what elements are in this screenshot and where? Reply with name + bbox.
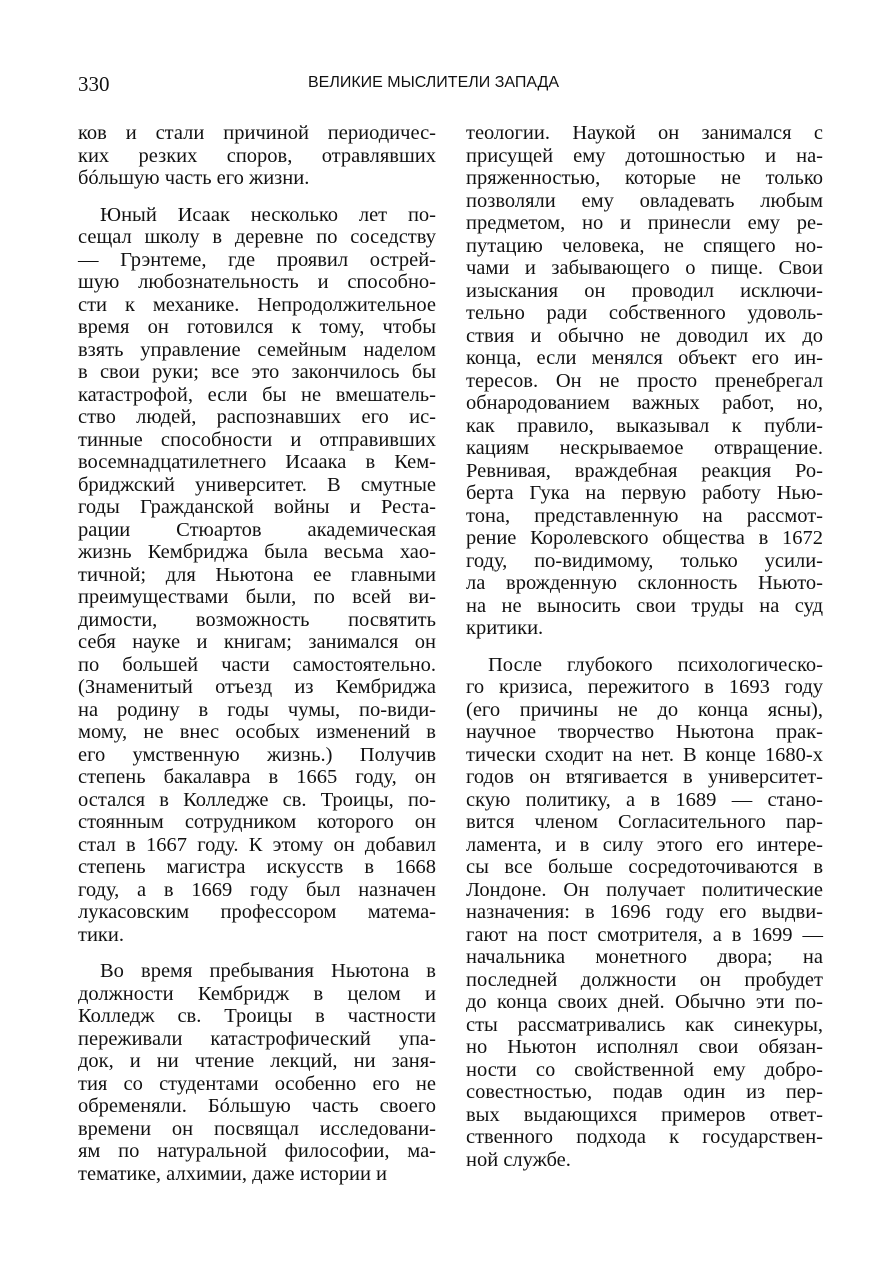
text-line: тически сходит на нет. В конце 1680-х [466,743,823,766]
text-line: ственного подхода к государствен- [466,1126,823,1148]
text-line: обременяли. Бóльшую часть своего [78,1095,436,1117]
text-line: ких резких споров, отравлявших [78,144,436,167]
text-line: скую политику, а в 1689 — стано- [466,788,823,811]
text-line: времени он посвящал исследовани- [78,1117,436,1140]
text-line: годы Гражданской войны и Реста- [78,496,436,518]
text-line: ствия и обычно не доводил их до [466,324,823,347]
text-line: по большей части самостоятельно. [78,653,436,676]
text-line: сти к механике. Непродолжительное [78,293,436,316]
text-line: катастрофой, если бы не вмешатель- [78,383,436,406]
text-line: го кризиса, пережитого в 1693 году [466,676,823,698]
paragraph [466,122,823,640]
text-line: тельно ради собственного удоволь- [466,302,823,324]
text-line: Лондоне. Он получает политические [466,878,823,901]
text-line: мому, не внес особых изменений в [78,721,436,743]
text-line: тересов. Он не просто пренебрегал [466,369,823,392]
page-number: 330 [78,72,110,96]
text-line: присущей ему дотошностью и на- [466,144,823,167]
text-line: лукасовским профессором матема- [78,901,436,923]
text-line: до конца своих дней. Обычно эти по- [466,991,823,1013]
text-line: ство людей, распознавших его ис- [78,406,436,428]
text-line: должности Кембридж в целом и [78,982,436,1005]
text-line: предметом, но и принесли ему ре- [466,212,823,234]
paragraph [78,960,436,1185]
text-line: гают на пост смотрителя, а в 1699 — [466,923,823,946]
text-line: (Знаменитый отъезд из Кембриджа [78,676,436,698]
text-line: тики. [78,923,124,946]
text-line: переживали катастрофический упа- [78,1027,436,1050]
text-line: — Грэнтеме, где проявил острей- [78,248,436,271]
text-line: себя науке и книгам; занимался он [78,631,436,653]
text-line: время он готовился к тому, чтобы [78,316,436,338]
text-line: сы все больше сосредоточиваются в [466,856,823,878]
text-line: обнародованием важных работ, но, [466,392,823,414]
text-line: степень магистра искусств в 1668 [78,856,436,878]
text-line: тематике, алхимии, даже истории и [78,1162,388,1185]
text-line: сты рассматривались как синекуры, [466,1013,823,1036]
text-line: тона, представленную на рассмот- [466,504,823,527]
paragraph-gap [78,190,436,204]
text-line: ям по натуральной философии, ма- [78,1140,436,1162]
text-line: Колледж св. Троицы в частности [78,1005,436,1027]
text-line: стал в 1667 году. К этому он добавил [78,833,436,856]
left-column [78,122,436,1185]
text-line: путацию человека, не спящего но- [466,234,823,257]
paragraph-gap [78,946,436,960]
text-line: бриджский университет. В смутные [78,473,436,496]
text-line: вых выдающихся примеров ответ- [466,1103,823,1126]
text-line: позволяли ему овладевать любым [466,189,823,212]
text-line: После глубокого психологическо- [488,653,823,676]
text-line: в свои руки; все это закончилось бы [78,361,436,383]
text-line: теологии. Наукой он занимался с [466,122,823,144]
text-line: году, по-видимому, только усили- [466,549,823,572]
text-line: кациям нескрываемое отвращение. [466,437,823,459]
text-line: рение Королевского общества в 1672 [466,527,823,549]
paragraph [78,204,436,947]
text-line: научное творчество Ньютона прак- [466,721,823,743]
text-line: степень бакалавра в 1665 году, он [78,766,436,788]
text-line: совестностью, подав один из пер- [466,1081,823,1103]
running-head: ВЕЛИКИЕ МЫСЛИТЕЛИ ЗАПАДА [308,74,560,91]
text-line: (его причины не до конца ясны), [466,698,823,721]
text-line: шую любознательность и способно- [78,271,436,293]
text-line: году, а в 1669 году был назначен [78,878,436,901]
right-column [466,122,823,1171]
paragraph [78,122,436,190]
text-line: ламента, и в силу этого его интере- [466,833,823,856]
text-line: годов он втягивается в университет- [466,766,823,788]
text-line: последней должности он пробудет [466,968,823,991]
page-header [78,70,823,102]
text-line: жизнь Кембриджа была весьма хао- [78,541,436,563]
text-line: димости, возможность посвятить [78,608,436,631]
text-line: док, и ни чтение лекций, ни заня- [78,1050,436,1072]
text-line: на не выносить свои труды на суд [466,594,823,617]
text-line: начальника монетного двора; на [466,946,823,968]
text-line: но Ньютон исполнял свои обязан- [466,1036,823,1058]
text-line: Юный Исаак несколько лет по- [100,203,436,226]
text-line: тинные способности и отправивших [78,428,436,451]
text-line: берта Гука на первую работу Нью- [466,482,823,504]
text-line: ков и стали причиной периодичес- [78,122,436,144]
text-line: пряженностью, которые не только [466,167,823,189]
text-line: критики. [466,617,544,639]
text-line: назначения: в 1696 году его выдви- [466,901,823,923]
text-line: преимуществами были, по всей ви- [78,586,436,608]
text-line: изыскания он проводил исключи- [466,279,823,302]
text-line: ла врожденную склонность Ньюто- [466,572,823,594]
text-line: тия со студентами особенно его не [78,1072,436,1095]
text-line: стоянным сотрудником которого он [78,811,436,833]
text-line: чами и забывающего о пище. Свои [466,257,823,279]
text-line: Во время пребывания Ньютона в [100,960,436,982]
text-line: сещал школу в деревне по соседству [78,226,436,248]
text-line: на родину в годы чумы, по-види- [78,698,436,721]
text-line: Ревнивая, враждебная реакция Ро- [466,459,823,482]
text-line: рации Стюартов академическая [78,518,436,541]
text-line: тичной; для Ньютона ее главными [78,563,436,586]
text-line: как правило, выказывал к публи- [466,414,823,437]
text-line: его умственную жизнь.) Получив [78,743,436,766]
text-line: ности со свойственной ему добро- [466,1058,823,1081]
text-line: вится членом Согласительного пар- [466,811,823,833]
text-line: остался в Колледже св. Троицы, по- [78,788,436,811]
text-line: ной службе. [466,1148,571,1171]
paragraph-gap [466,640,823,654]
text-line: бóльшую часть его жизни. [78,167,310,189]
text-line: восемнадцатилетнего Исаака в Кем- [78,451,436,473]
text-line: взять управление семейным наделом [78,338,436,361]
paragraph [466,654,823,1172]
text-line: конца, если менялся объект его ин- [466,347,823,369]
